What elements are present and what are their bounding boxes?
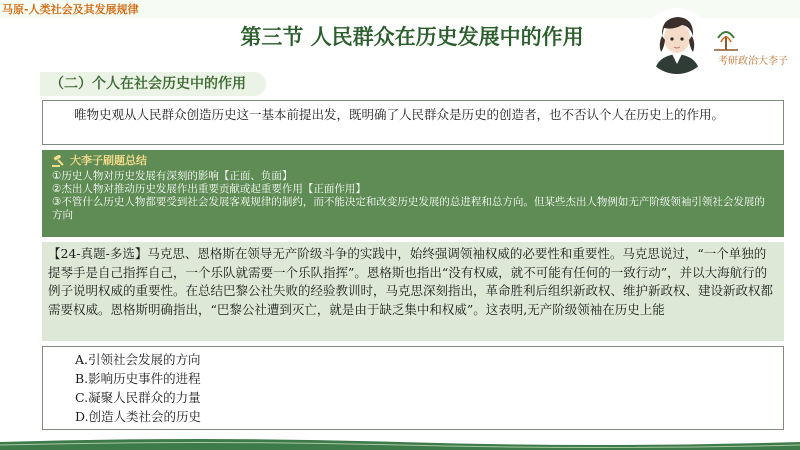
page-title: 第三节 人民群众在历史发展中的作用 — [240, 24, 584, 49]
question-box: 【24-真题-多选】马克思、恩格斯在领导无产阶级斗争的实践中，始终强调领袖权威的必要性和重要性。马克思说过，“一个单独的提琴手是自己指挥自己，一个乐队就需要一个乐队指挥”。恩格斯也指出“没有权威，就不可能有任何的一致行动”，并以大海航行的例子说明权威的重要性。在总结巴黎公社失败的经验教训时，马克思深刻指出，革命胜利后组织新政权、维护新政权、建设新政权都需要权威。恩格斯明确指出，“巴黎公社遭到灭亡，就是由于缺乏集中和权威”。这表明,无产阶级领袖在历史上能 — [42, 242, 784, 341]
gavel-icon — [52, 155, 66, 167]
intro-box: 唯物史观从人民群众创造历史这一基本前提出发，既明确了人民群众是历史的创造者，也不否认个人在历史上的作用。 — [42, 100, 784, 145]
option-c[interactable]: C.凝聚人民群众的力量 — [75, 390, 201, 405]
summary-item: ③不管什么历史人物都要受到社会发展客观规律的制约，而不能决定和改变历史发展的总进程和总方向。但某些杰出人物例如无产阶级领袖引领社会发展的方向 — [52, 196, 765, 221]
summary-item: ②杰出人物对推动历史发展作出重要贡献或起重要作用【正面作用】 — [52, 183, 366, 195]
avatar — [644, 8, 710, 74]
option-b[interactable]: B.影响历史事件的进程 — [75, 371, 201, 386]
option-d[interactable]: D.创造人类社会的历史 — [75, 409, 202, 424]
summary-box — [42, 150, 784, 237]
course-label: 马原-人类社会及其发展规律 — [2, 3, 139, 16]
summary-item: ①历史人物对历史发展有深刻的影响【正面、负面】 — [52, 170, 293, 182]
avatar-illustration-icon — [644, 8, 710, 74]
section-heading: （二）个人在社会历史中的作用 — [50, 76, 246, 92]
bottom-wave-decoration — [0, 436, 800, 450]
brand-name: 考研政治大李子 — [718, 56, 788, 67]
summary-title: 大李子刷题总结 — [70, 154, 147, 167]
options-box — [42, 346, 784, 430]
tree-logo-icon — [708, 24, 800, 52]
summary-title-row — [52, 154, 774, 167]
option-a[interactable]: A.引领社会发展的方向 — [75, 352, 201, 367]
